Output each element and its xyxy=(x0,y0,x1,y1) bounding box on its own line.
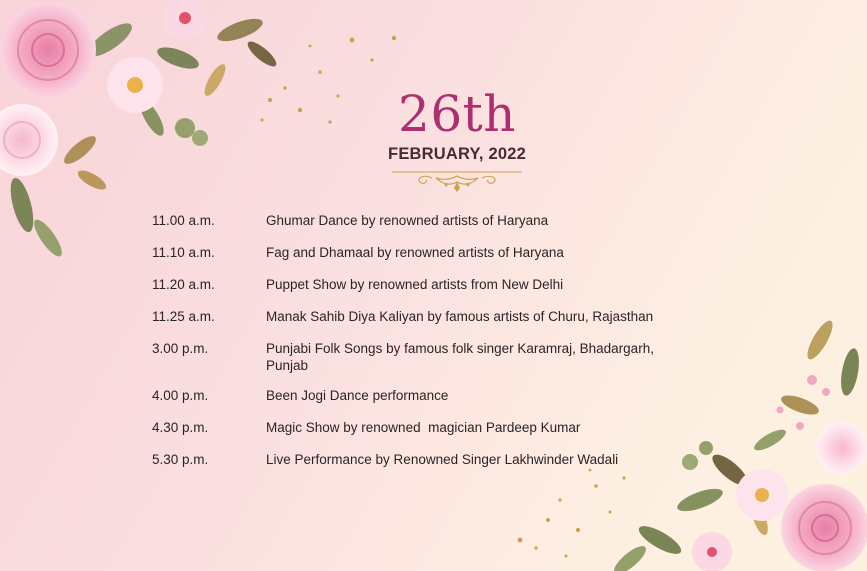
rose-large-bottom xyxy=(781,484,867,571)
ornamental-divider-icon xyxy=(392,168,522,198)
schedule-time: 4.30 p.m. xyxy=(152,420,209,435)
schedule-event: Manak Sahib Diya Kaliyan by famous artists of Churu, Rajasthan xyxy=(266,309,654,324)
schedule-time: 11.25 a.m. xyxy=(152,309,215,324)
schedule-time: 11.20 a.m. xyxy=(152,277,215,292)
schedule-time: 3.00 p.m. xyxy=(152,341,209,356)
schedule-row xyxy=(152,308,653,325)
schedule-event: Magic Show by renowned magician Pardeep Kumar xyxy=(266,420,581,435)
schedule-row xyxy=(152,212,548,229)
schedule-time: 11.10 a.m. xyxy=(152,245,215,260)
schedule-row xyxy=(152,244,564,261)
gold-sparkles-bottom xyxy=(518,469,626,558)
event-day: 26th xyxy=(398,85,516,143)
rose-large xyxy=(0,2,96,98)
schedule-row xyxy=(152,340,656,374)
schedule-time: 5.30 p.m. xyxy=(152,452,209,467)
schedule-row xyxy=(152,387,448,404)
schedule-event: Punjabi Folk Songs by famous folk singer Karamraj, Bhadargarh, Punjab xyxy=(266,341,654,373)
schedule-event: Live Performance by Renowned Singer Lakhwinder Wadali xyxy=(266,452,619,467)
schedule-event: Puppet Show by renowned artists from New Delhi xyxy=(266,277,564,292)
schedule-time: 11.00 a.m. xyxy=(152,213,215,228)
schedule-time: 4.00 p.m. xyxy=(152,388,209,403)
schedule-event: Been Jogi Dance performance xyxy=(266,388,449,403)
rose-pale xyxy=(0,104,58,176)
schedule-row xyxy=(152,419,580,436)
schedule-row xyxy=(152,451,618,468)
schedule-event: Ghumar Dance by renowned artists of Haryana xyxy=(266,213,549,228)
event-month-year: FEBRUARY, 2022 xyxy=(388,145,526,163)
rose-pale-bottom xyxy=(816,422,867,474)
schedule-event: Fag and Dhamaal by renowned artists of Haryana xyxy=(266,245,564,260)
date-header xyxy=(372,86,542,198)
schedule-row xyxy=(152,276,563,293)
